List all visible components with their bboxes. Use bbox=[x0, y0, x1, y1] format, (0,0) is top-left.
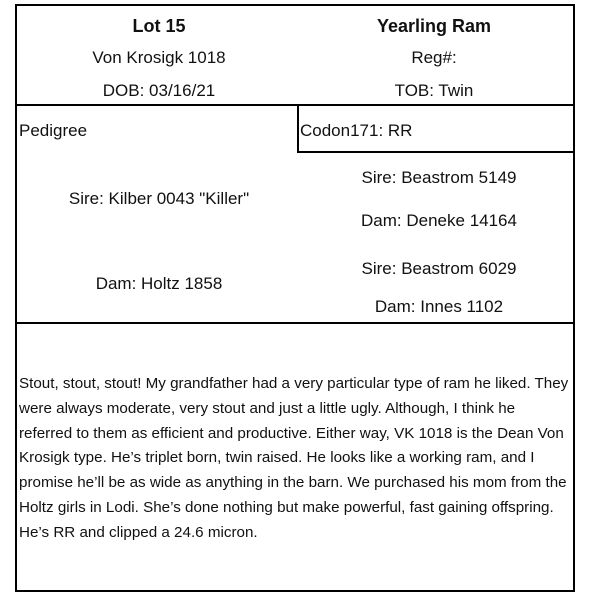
codon-box-left-border bbox=[297, 104, 299, 151]
pedigree-label: Pedigree bbox=[19, 121, 88, 140]
pedigree-sire-dam: Dam: Deneke 14164 bbox=[361, 211, 517, 230]
lot-number: Lot 15 bbox=[132, 16, 186, 36]
codon-box-bottom-border bbox=[297, 151, 573, 153]
pedigree-divider bbox=[17, 322, 573, 324]
ram-description: Stout, stout, stout! My grandfather had a very particular type of ram he liked. They were always moderate, very stout and just a little ugly. Although, I think he referred to them as efficient and productive. Either way, VK 1018 is the Dean Von Krosigk type. He’s triplet born, twin raised. He looks like a working ram, and I promise he’ll be as wide as anything in the barn. We purchased his mom from the Holtz girls in Lodi. She’s done nothing but make powerful, fast gaining offspring. He’s RR and clipped a 24.6 micron. bbox=[19, 375, 569, 541]
animal-type: Yearling Ram bbox=[376, 16, 492, 36]
pedigree-dam-dam: Dam: Innes 1102 bbox=[374, 297, 504, 316]
codon-status: Codon171: RR bbox=[300, 121, 413, 140]
pedigree-sire: Sire: Kilber 0043 "Killer" bbox=[68, 189, 250, 208]
animal-name: Von Krosigk 1018 bbox=[92, 48, 226, 67]
pedigree-sire-sire: Sire: Beastrom 5149 bbox=[361, 168, 517, 187]
date-of-birth: DOB: 03/16/21 bbox=[102, 81, 216, 100]
type-of-birth: TOB: Twin bbox=[394, 81, 474, 100]
lot-card bbox=[15, 4, 575, 592]
pedigree-dam-sire: Sire: Beastrom 6029 bbox=[361, 259, 517, 278]
registration-number: Reg#: bbox=[411, 48, 457, 67]
pedigree-dam: Dam: Holtz 1858 bbox=[95, 274, 223, 293]
header-divider bbox=[17, 104, 573, 106]
